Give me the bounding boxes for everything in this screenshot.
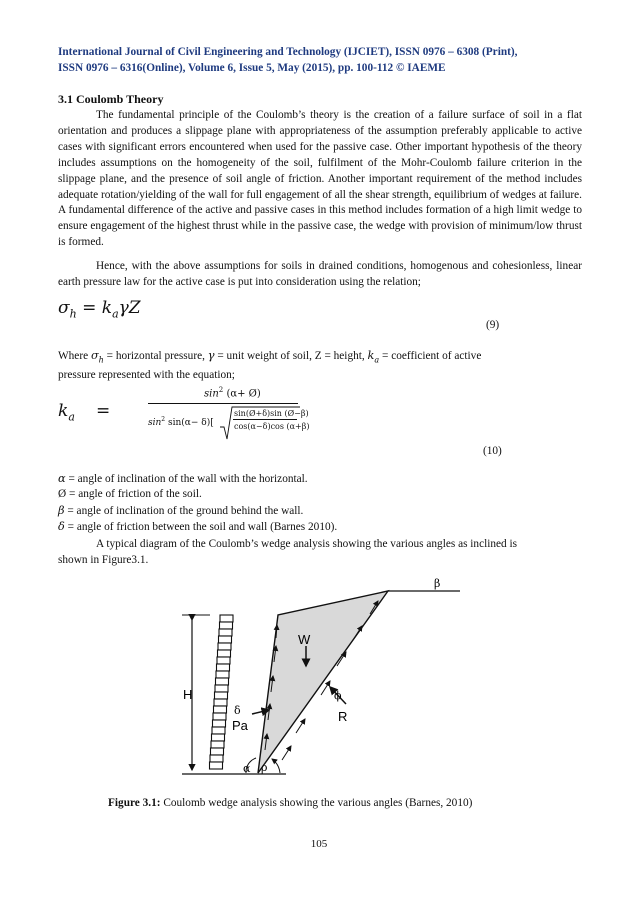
eq10-num-sin: sin	[204, 388, 219, 400]
paragraph-1b-text: Another important requirement of the method includes adequate rotation/yielding of the wall for full engagement of all the shear strength, equilibrium of wedges at failure. A fundamental difference of the active and passive cases in this method includes formation of a high limit wedge to ensure engagement of the highest thrust while in the passive case, the wedge with provision of minimum/low thrust is formed.	[58, 172, 582, 249]
eq9-equals: =	[82, 298, 97, 318]
def-delta	[58, 520, 337, 533]
where-gamma: γ	[207, 349, 215, 362]
section-title: 3.1 Coulomb Theory	[58, 92, 164, 106]
eq10-root-bar	[233, 419, 297, 420]
paragraph-1	[58, 108, 582, 251]
label-beta: β	[434, 577, 441, 590]
where-text-2: = horizontal pressure,	[106, 350, 205, 362]
where-k-sub: a	[374, 355, 380, 365]
def-delta-symbol: δ	[58, 520, 65, 533]
label-W: W	[298, 632, 311, 647]
where-text-3: = unit weight of soil, Z = height,	[217, 350, 365, 362]
caption-label: Figure 3.1:	[108, 797, 161, 809]
def-phi-symbol: Ø	[58, 488, 67, 500]
where-label: Where	[58, 350, 89, 362]
label-Pa: Pa	[232, 718, 248, 733]
rho-arc	[272, 759, 280, 773]
page-number: 105	[310, 838, 328, 850]
where-line-2: pressure represented with the equation;	[58, 369, 235, 382]
def-beta	[58, 504, 303, 517]
eq10-root-den: cos(α−δ)cos (α+β)	[234, 422, 310, 431]
eq10-root-num: sin(Ø+δ)sin (Ø−β)	[234, 409, 309, 418]
where-sigma-sub: h	[98, 355, 104, 365]
def-alpha-symbol: α	[58, 472, 66, 485]
label-R: R	[338, 709, 348, 724]
def-alpha-text: = angle of inclination of the wall with the horizontal.	[65, 473, 308, 485]
eq10-num-arg: (α+ Ø)	[226, 388, 261, 400]
figure-intro-line-1: A typical diagram of the Coulomb’s wedge analysis showing the various angles as inclined is	[96, 538, 518, 550]
where-definitions	[58, 348, 582, 384]
retaining-wall-blocks	[210, 615, 234, 769]
label-phi: ϕ	[334, 689, 342, 702]
figure-intro	[58, 537, 582, 569]
eq9-k-sub: a	[112, 307, 119, 321]
where-sigma: σ	[90, 349, 99, 362]
figure-caption	[108, 797, 472, 809]
eq10-equals: =	[96, 401, 111, 421]
paragraph-2-text: Hence, with the above assumptions for soils in drained conditions, homogenous and cohesionless, linear earth pressure law for the active case is put into consideration using the relation;	[58, 260, 582, 288]
def-beta-symbol: β	[58, 504, 65, 517]
caption-text: Coulomb wedge analysis showing the various angles (Barnes, 2010)	[160, 797, 473, 809]
eq10-denominator	[148, 416, 214, 428]
paragraph-2	[58, 259, 582, 291]
where-text-4: = coefficient of active	[382, 350, 482, 362]
eq10-k-sub: a	[68, 410, 75, 424]
eq10-k: k	[58, 401, 69, 421]
eq9-rest: γZ	[118, 298, 141, 318]
paragraph-1-text: The fundamental principle of the Coulomb’s theory is the creation of a failure surface of soil in a flat orientation and produces a slippage plane with appropriateness of the assumption preferably applicable to active cases with significant errors encountered when used for the passive case. Other important hypothesis of the theory includes assumptions on the homogeneity of the soil, fulfilment of the Mohr-Coulomb failure criterion in the slippage plane, and the presence of soil angle of friction.	[58, 109, 582, 185]
eq10-den-sup: 2	[161, 416, 166, 423]
header-line-2: ISSN 0976 – 6316(Online), Volume 6, Issue 5, May (2015), pp. 100-112 © IAEME	[58, 61, 446, 74]
eq10-den-sin: sin	[148, 418, 162, 428]
eq10-num-sup: 2	[218, 386, 224, 394]
journal-header	[58, 45, 582, 76]
eq10-numerator	[204, 386, 261, 399]
label-alpha: α	[243, 762, 251, 775]
def-alpha	[58, 472, 308, 485]
equation-9-number: (9)	[486, 319, 500, 331]
soil-wedge	[258, 591, 388, 773]
eq9-k: k	[101, 298, 113, 318]
equation-9	[58, 298, 141, 320]
def-delta-text: = angle of friction between the soil and wall (Barnes 2010).	[64, 521, 338, 533]
figure-intro-line-2: shown in Figure3.1.	[58, 553, 149, 566]
def-beta-text: = angle of inclination of the ground behind the wall.	[64, 505, 304, 517]
label-H: H	[183, 687, 193, 702]
where-k: k	[367, 349, 375, 362]
label-rho: ρ	[261, 761, 268, 774]
label-delta: δ	[234, 704, 241, 717]
header-line-1: International Journal of Civil Engineering and Technology (IJCIET), ISSN 0976 – 6308 (Print),	[58, 46, 518, 58]
eq10-den-b: sin(α− δ)[	[168, 418, 214, 428]
coulomb-wedge-figure	[170, 570, 470, 785]
eq9-sigma-sub: h	[69, 307, 77, 321]
def-phi-text: = angle of friction of the soil.	[66, 488, 202, 500]
eq10-fraction-bar	[148, 403, 298, 404]
def-phi	[58, 488, 202, 500]
eq9-sigma: σ	[58, 298, 70, 318]
equation-10	[58, 386, 318, 448]
equation-10-number: (10)	[483, 445, 502, 457]
